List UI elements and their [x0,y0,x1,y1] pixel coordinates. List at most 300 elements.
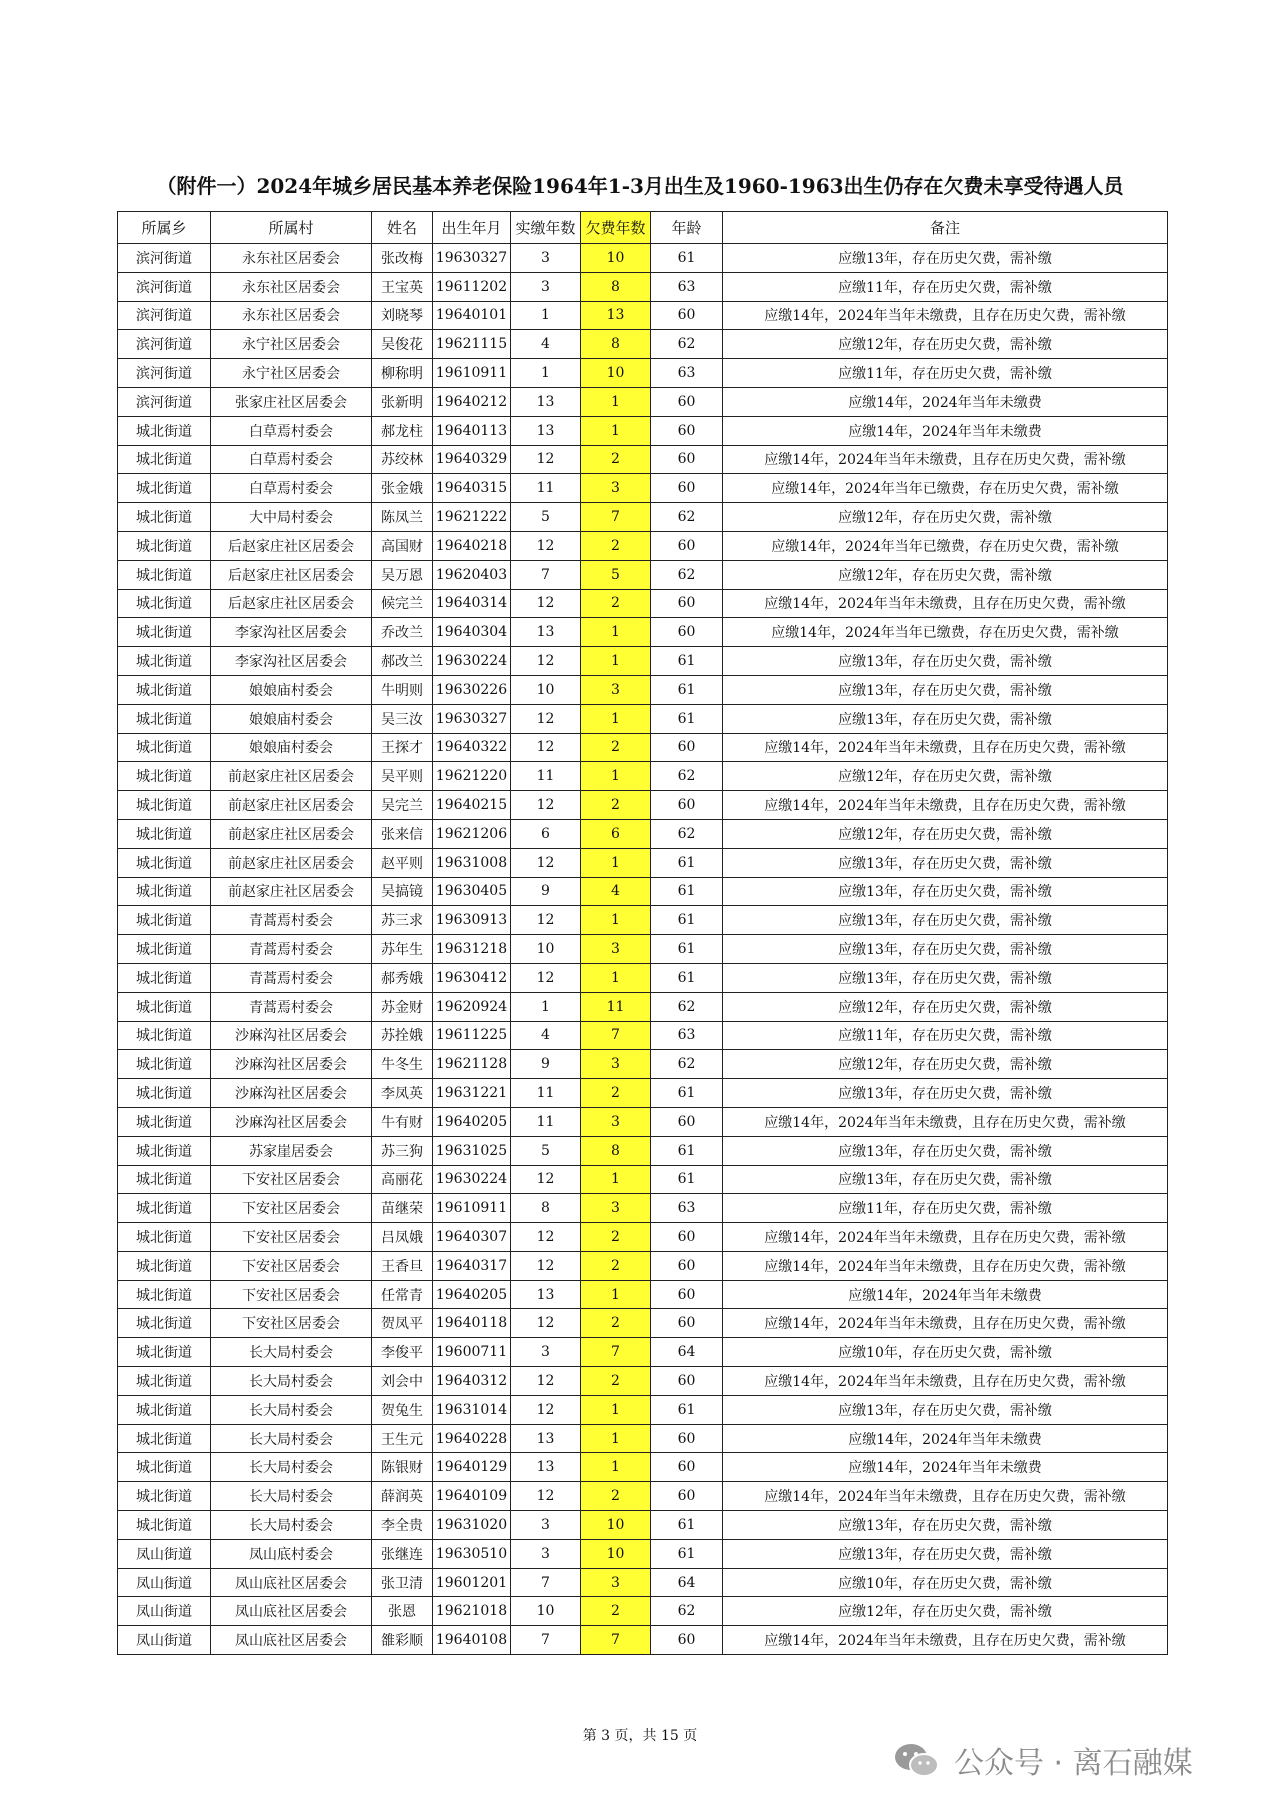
cell-village: 凤山底社区居委会 [211,1597,372,1626]
cell-paid-years: 5 [511,503,581,532]
cell-owed-years: 10 [581,359,651,388]
table-row [118,503,1168,532]
cell-remark: 应缴14年，2024年当年未缴费，且存在历史欠费，需补缴 [723,1367,1168,1396]
cell-age: 60 [651,1251,723,1280]
cell-village: 下安社区居委会 [211,1194,372,1223]
cell-township: 城北街道 [118,1223,211,1252]
cell-owed-years: 3 [581,1194,651,1223]
cell-birth-date: 19621222 [433,503,511,532]
cell-owed-years: 1 [581,906,651,935]
cell-name: 薛润英 [372,1482,433,1511]
table-row [118,330,1168,359]
table-row [118,531,1168,560]
cell-village: 永宁社区居委会 [211,359,372,388]
table-row [118,1251,1168,1280]
cell-owed-years: 2 [581,1251,651,1280]
table-row [118,416,1168,445]
cell-remark: 应缴14年，2024年当年已缴费，存在历史欠费，需补缴 [723,531,1168,560]
cell-remark: 应缴13年，存在历史欠费，需补缴 [723,675,1168,704]
cell-paid-years: 1 [511,992,581,1021]
cell-name: 王宝英 [372,272,433,301]
cell-owed-years: 2 [581,733,651,762]
cell-name: 苏年生 [372,935,433,964]
cell-birth-date: 19640205 [433,1280,511,1309]
cell-birth-date: 19640329 [433,445,511,474]
cell-remark: 应缴14年，2024年当年未缴费，且存在历史欠费，需补缴 [723,733,1168,762]
cell-village: 娘娘庙村委会 [211,675,372,704]
cell-owed-years: 3 [581,935,651,964]
cell-township: 城北街道 [118,733,211,762]
cell-village: 长大局村委会 [211,1338,372,1367]
cell-remark: 应缴12年，存在历史欠费，需补缴 [723,1597,1168,1626]
cell-remark: 应缴12年，存在历史欠费，需补缴 [723,330,1168,359]
cell-paid-years: 3 [511,272,581,301]
cell-paid-years: 4 [511,330,581,359]
cell-owed-years: 7 [581,1021,651,1050]
cell-age: 62 [651,819,723,848]
cell-age: 63 [651,1194,723,1223]
cell-name: 张金娥 [372,474,433,503]
cell-birth-date: 19640205 [433,1107,511,1136]
cell-age: 60 [651,387,723,416]
cell-paid-years: 12 [511,1367,581,1396]
cell-village: 前赵家庄社区居委会 [211,762,372,791]
cell-village: 长大局村委会 [211,1482,372,1511]
cell-birth-date: 19611225 [433,1021,511,1050]
wechat-icon [892,1740,940,1780]
col-header-remark: 备注 [723,212,1168,244]
cell-age: 61 [651,1539,723,1568]
cell-township: 城北街道 [118,675,211,704]
cell-paid-years: 11 [511,1079,581,1108]
table-row [118,1482,1168,1511]
cell-village: 白草焉村委会 [211,416,372,445]
cell-owed-years: 11 [581,992,651,1021]
table-row [118,445,1168,474]
cell-village: 永东社区居委会 [211,272,372,301]
cell-owed-years: 10 [581,1511,651,1540]
table-row [118,560,1168,589]
cell-age: 60 [651,474,723,503]
cell-birth-date: 19640312 [433,1367,511,1396]
cell-remark: 应缴13年，存在历史欠费，需补缴 [723,647,1168,676]
cell-owed-years: 8 [581,1136,651,1165]
cell-birth-date: 19640109 [433,1482,511,1511]
cell-name: 王探才 [372,733,433,762]
cell-remark: 应缴14年，2024年当年未缴费，且存在历史欠费，需补缴 [723,791,1168,820]
table-row [118,1107,1168,1136]
cell-village: 前赵家庄社区居委会 [211,819,372,848]
cell-name: 张恩 [372,1597,433,1626]
cell-owed-years: 2 [581,445,651,474]
cell-township: 城北街道 [118,589,211,618]
table-row [118,1453,1168,1482]
cell-township: 城北街道 [118,848,211,877]
cell-owed-years: 1 [581,704,651,733]
cell-birth-date: 19640317 [433,1251,511,1280]
table-row [118,1079,1168,1108]
table-row [118,1280,1168,1309]
cell-township: 城北街道 [118,445,211,474]
cell-paid-years: 12 [511,1482,581,1511]
table-row [118,1367,1168,1396]
cell-name: 张新明 [372,387,433,416]
cell-township: 城北街道 [118,1511,211,1540]
cell-name: 王香旦 [372,1251,433,1280]
cell-birth-date: 19630224 [433,1165,511,1194]
cell-village: 前赵家庄社区居委会 [211,877,372,906]
cell-remark: 应缴14年，2024年当年未缴费 [723,387,1168,416]
cell-village: 青蒿焉村委会 [211,963,372,992]
cell-owed-years: 2 [581,1079,651,1108]
cell-age: 61 [651,1511,723,1540]
table-row [118,1424,1168,1453]
cell-paid-years: 13 [511,1424,581,1453]
cell-name: 刘晓琴 [372,301,433,330]
cell-age: 60 [651,301,723,330]
cell-owed-years: 1 [581,416,651,445]
cell-owed-years: 2 [581,1367,651,1396]
col-header-name: 姓名 [372,212,433,244]
cell-village: 前赵家庄社区居委会 [211,791,372,820]
cell-village: 青蒿焉村委会 [211,906,372,935]
cell-remark: 应缴14年，2024年当年未缴费，且存在历史欠费，需补缴 [723,1107,1168,1136]
cell-age: 60 [651,1309,723,1338]
cell-owed-years: 2 [581,589,651,618]
cell-remark: 应缴13年，存在历史欠费，需补缴 [723,244,1168,273]
table-row [118,906,1168,935]
cell-paid-years: 11 [511,762,581,791]
cell-village: 下安社区居委会 [211,1223,372,1252]
cell-township: 城北街道 [118,906,211,935]
cell-name: 雒彩顺 [372,1626,433,1655]
cell-owed-years: 4 [581,877,651,906]
cell-township: 城北街道 [118,762,211,791]
cell-name: 吴搞镜 [372,877,433,906]
cell-village: 沙麻沟社区居委会 [211,1107,372,1136]
cell-village: 后赵家庄社区居委会 [211,560,372,589]
cell-owed-years: 7 [581,503,651,532]
cell-age: 60 [651,1424,723,1453]
cell-birth-date: 19620924 [433,992,511,1021]
cell-village: 娘娘庙村委会 [211,733,372,762]
cell-name: 高国财 [372,531,433,560]
cell-age: 61 [651,704,723,733]
cell-name: 刘会中 [372,1367,433,1396]
cell-name: 郝龙柱 [372,416,433,445]
cell-name: 苏三狗 [372,1136,433,1165]
cell-township: 城北街道 [118,1079,211,1108]
cell-age: 60 [651,1107,723,1136]
cell-name: 牛有财 [372,1107,433,1136]
cell-remark: 应缴14年，2024年当年未缴费，且存在历史欠费，需补缴 [723,1482,1168,1511]
cell-township: 城北街道 [118,1338,211,1367]
cell-age: 60 [651,1280,723,1309]
cell-birth-date: 19630412 [433,963,511,992]
cell-name: 张来信 [372,819,433,848]
cell-age: 61 [651,647,723,676]
watermark [892,1738,1193,1782]
cell-paid-years: 12 [511,733,581,762]
cell-remark: 应缴14年，2024年当年未缴费 [723,1280,1168,1309]
cell-village: 后赵家庄社区居委会 [211,531,372,560]
table-row [118,1309,1168,1338]
cell-village: 娘娘庙村委会 [211,704,372,733]
cell-name: 牛明则 [372,675,433,704]
cell-birth-date: 19620403 [433,560,511,589]
cell-township: 城北街道 [118,1309,211,1338]
cell-paid-years: 12 [511,791,581,820]
cell-age: 62 [651,1050,723,1079]
cell-paid-years: 12 [511,1309,581,1338]
cell-village: 李家沟社区居委会 [211,647,372,676]
cell-owed-years: 10 [581,244,651,273]
cell-name: 苗继荣 [372,1194,433,1223]
cell-owed-years: 1 [581,1424,651,1453]
cell-owed-years: 3 [581,675,651,704]
cell-age: 61 [651,1136,723,1165]
table-row [118,819,1168,848]
cell-owed-years: 5 [581,560,651,589]
cell-birth-date: 19600711 [433,1338,511,1367]
table-row [118,935,1168,964]
cell-paid-years: 7 [511,560,581,589]
cell-birth-date: 19631020 [433,1511,511,1540]
cell-remark: 应缴12年，存在历史欠费，需补缴 [723,560,1168,589]
cell-remark: 应缴14年，2024年当年未缴费，且存在历史欠费，需补缴 [723,1223,1168,1252]
cell-village: 前赵家庄社区居委会 [211,848,372,877]
cell-age: 61 [651,1079,723,1108]
cell-name: 苏绞林 [372,445,433,474]
table-row [118,359,1168,388]
col-header-birth: 出生年月 [433,212,511,244]
cell-name: 郝秀娥 [372,963,433,992]
cell-remark: 应缴13年，存在历史欠费，需补缴 [723,877,1168,906]
table-row [118,1597,1168,1626]
cell-paid-years: 12 [511,445,581,474]
cell-remark: 应缴13年，存在历史欠费，需补缴 [723,1136,1168,1165]
cell-age: 63 [651,272,723,301]
cell-name: 牛冬生 [372,1050,433,1079]
cell-remark: 应缴11年，存在历史欠费，需补缴 [723,1021,1168,1050]
cell-owed-years: 3 [581,1568,651,1597]
cell-age: 62 [651,762,723,791]
cell-owed-years: 3 [581,474,651,503]
cell-village: 下安社区居委会 [211,1251,372,1280]
table-row [118,387,1168,416]
cell-birth-date: 19611202 [433,272,511,301]
table-row [118,1223,1168,1252]
cell-village: 沙麻沟社区居委会 [211,1021,372,1050]
table-row [118,1194,1168,1223]
cell-paid-years: 12 [511,1251,581,1280]
cell-remark: 应缴11年，存在历史欠费，需补缴 [723,272,1168,301]
cell-remark: 应缴14年，2024年当年未缴费 [723,1424,1168,1453]
cell-paid-years: 1 [511,359,581,388]
cell-remark: 应缴11年，存在历史欠费，需补缴 [723,1194,1168,1223]
cell-birth-date: 19640218 [433,531,511,560]
cell-name: 贺兔生 [372,1395,433,1424]
cell-birth-date: 19640212 [433,387,511,416]
cell-township: 城北街道 [118,791,211,820]
cell-village: 长大局村委会 [211,1395,372,1424]
cell-age: 64 [651,1568,723,1597]
table-row [118,244,1168,273]
cell-paid-years: 10 [511,935,581,964]
cell-village: 长大局村委会 [211,1511,372,1540]
cell-paid-years: 10 [511,1597,581,1626]
cell-age: 62 [651,503,723,532]
col-header-village: 所属村 [211,212,372,244]
cell-township: 城北街道 [118,503,211,532]
cell-township: 城北街道 [118,963,211,992]
table-row [118,301,1168,330]
cell-name: 候完兰 [372,589,433,618]
table-row [118,1050,1168,1079]
cell-paid-years: 9 [511,1050,581,1079]
table-row [118,1395,1168,1424]
cell-village: 白草焉村委会 [211,445,372,474]
cell-age: 60 [651,1453,723,1482]
cell-birth-date: 19631008 [433,848,511,877]
cell-township: 滨河街道 [118,244,211,273]
cell-age: 61 [651,877,723,906]
cell-township: 城北街道 [118,1136,211,1165]
cell-age: 60 [651,416,723,445]
cell-age: 61 [651,1395,723,1424]
cell-birth-date: 19631025 [433,1136,511,1165]
watermark-text: 公众号 · 离石融媒 [954,1746,1193,1781]
cell-age: 61 [651,963,723,992]
cell-birth-date: 19640118 [433,1309,511,1338]
cell-paid-years: 11 [511,474,581,503]
cell-owed-years: 10 [581,1539,651,1568]
cell-village: 苏家崖居委会 [211,1136,372,1165]
cell-township: 凤山街道 [118,1597,211,1626]
cell-township: 城北街道 [118,1021,211,1050]
cell-village: 永东社区居委会 [211,244,372,273]
cell-birth-date: 19601201 [433,1568,511,1597]
cell-age: 60 [651,531,723,560]
cell-birth-date: 19640101 [433,301,511,330]
cell-township: 滨河街道 [118,301,211,330]
cell-name: 吴完兰 [372,791,433,820]
cell-township: 城北街道 [118,819,211,848]
cell-age: 62 [651,1597,723,1626]
cell-township: 城北街道 [118,1251,211,1280]
cell-name: 张继连 [372,1539,433,1568]
cell-township: 凤山街道 [118,1539,211,1568]
cell-name: 李凤英 [372,1079,433,1108]
table-row [118,1626,1168,1655]
cell-paid-years: 8 [511,1194,581,1223]
cell-age: 60 [651,1223,723,1252]
cell-name: 张卫清 [372,1568,433,1597]
cell-birth-date: 19630327 [433,244,511,273]
cell-age: 60 [651,1626,723,1655]
cell-age: 62 [651,560,723,589]
cell-village: 大中局村委会 [211,503,372,532]
cell-remark: 应缴10年，存在历史欠费，需补缴 [723,1568,1168,1597]
cell-paid-years: 3 [511,1539,581,1568]
cell-name: 李俊平 [372,1338,433,1367]
cell-owed-years: 1 [581,848,651,877]
cell-owed-years: 2 [581,1597,651,1626]
cell-village: 张家庄社区居委会 [211,387,372,416]
table-row [118,647,1168,676]
cell-township: 城北街道 [118,1194,211,1223]
cell-township: 城北街道 [118,474,211,503]
cell-village: 沙麻沟社区居委会 [211,1050,372,1079]
cell-paid-years: 5 [511,1136,581,1165]
cell-owed-years: 1 [581,1395,651,1424]
cell-birth-date: 19640304 [433,618,511,647]
table-row [118,791,1168,820]
cell-remark: 应缴13年，存在历史欠费，需补缴 [723,1079,1168,1108]
cell-owed-years: 13 [581,301,651,330]
cell-owed-years: 3 [581,1050,651,1079]
cell-paid-years: 13 [511,1453,581,1482]
cell-remark: 应缴13年，存在历史欠费，需补缴 [723,1539,1168,1568]
cell-age: 60 [651,589,723,618]
cell-name: 苏金财 [372,992,433,1021]
cell-paid-years: 1 [511,301,581,330]
table-header-row [118,212,1168,244]
cell-village: 后赵家庄社区居委会 [211,589,372,618]
cell-paid-years: 12 [511,906,581,935]
table-row [118,762,1168,791]
cell-remark: 应缴14年，2024年当年未缴费，且存在历史欠费，需补缴 [723,1309,1168,1338]
cell-township: 城北街道 [118,1050,211,1079]
page-footer: 第 3 页，共 15 页 [582,1728,698,1744]
cell-birth-date: 19640215 [433,791,511,820]
cell-birth-date: 19640228 [433,1424,511,1453]
cell-age: 60 [651,445,723,474]
cell-village: 白草焉村委会 [211,474,372,503]
personnel-table [117,211,1168,1655]
col-header-age: 年龄 [651,212,723,244]
cell-name: 李全贵 [372,1511,433,1540]
cell-paid-years: 12 [511,589,581,618]
cell-township: 城北街道 [118,531,211,560]
cell-name: 吴万恩 [372,560,433,589]
table-row [118,992,1168,1021]
cell-paid-years: 13 [511,618,581,647]
cell-owed-years: 1 [581,1165,651,1194]
cell-remark: 应缴14年，2024年当年未缴费，且存在历史欠费，需补缴 [723,445,1168,474]
cell-birth-date: 19640315 [433,474,511,503]
cell-owed-years: 2 [581,791,651,820]
cell-paid-years: 7 [511,1568,581,1597]
cell-village: 凤山底村委会 [211,1539,372,1568]
cell-township: 城北街道 [118,1453,211,1482]
cell-township: 城北街道 [118,1395,211,1424]
cell-age: 64 [651,1338,723,1367]
table-row [118,589,1168,618]
cell-name: 吴俊花 [372,330,433,359]
cell-name: 王生元 [372,1424,433,1453]
cell-paid-years: 12 [511,1223,581,1252]
cell-paid-years: 3 [511,1338,581,1367]
cell-birth-date: 19640314 [433,589,511,618]
cell-owed-years: 1 [581,647,651,676]
table-row [118,272,1168,301]
cell-paid-years: 13 [511,1280,581,1309]
col-header-paid-years: 实缴年数 [511,212,581,244]
cell-owed-years: 8 [581,272,651,301]
cell-township: 滨河街道 [118,387,211,416]
cell-age: 60 [651,1482,723,1511]
